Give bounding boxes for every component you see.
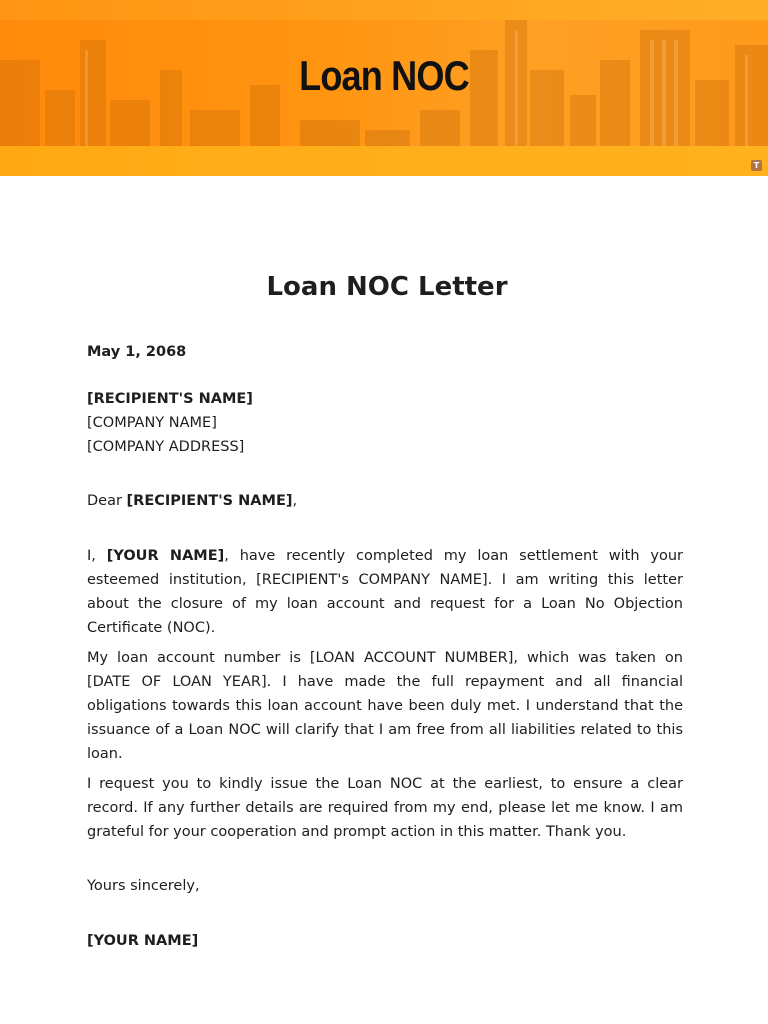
company-name: [COMPANY NAME] [87, 415, 217, 431]
p2-text: My loan account number is [LOAN ACCOUNT NUMBER], which was taken on [DATE OF LOAN YEAR]. I have made the full repayment and all financial obligations towards this loan account have been duly met. I understand that the issuance of a Loan NOC will clarify that I am free from all liabilities related to this loan. [87, 650, 683, 762]
company-address: [COMPANY ADDRESS] [87, 439, 245, 455]
salutation-prefix: Dear [87, 493, 127, 509]
p3-text: I request you to kindly issue the Loan NOC at the earliest, to ensure a clear record. If any further details are required from my end, please let me know. I am grateful for your cooperation and prompt action in this matter. Thank you. [87, 776, 683, 840]
header-banner [0, 0, 768, 176]
signature-block [87, 929, 683, 953]
letter-date: May 1, 2068 [87, 344, 187, 360]
signature-name: [YOUR NAME] [87, 933, 199, 949]
p1-name: [YOUR NAME] [106, 548, 225, 564]
banner-top-strip [0, 0, 768, 20]
closing-text: Yours sincerely, [87, 878, 200, 894]
letter-date-block [87, 340, 683, 364]
paragraph-2 [87, 646, 683, 766]
salutation-suffix: , [292, 493, 298, 509]
recipient-address-block [87, 387, 683, 459]
p1-text: , have recently completed my loan settlement with your esteemed institution, [RECIPIENT's COMPANY NAME]. I am writing this letter about the closure of my loan account and request for a Loan No Objection Certificate (NOC). [87, 548, 683, 636]
banner-title: Loan NOC [299, 52, 469, 99]
salutation-name: [RECIPIENT'S NAME] [126, 493, 293, 509]
closing [87, 874, 683, 898]
paragraph-1 [87, 544, 683, 640]
letter-title: Loan NOC Letter [266, 272, 508, 302]
salutation [87, 489, 683, 513]
paragraph-3 [87, 772, 683, 844]
recipient-name: [RECIPIENT'S NAME] [87, 391, 253, 407]
banner-bottom-strip [0, 146, 768, 176]
p1-prefix: I, [87, 548, 107, 564]
template-logo-icon: T [751, 160, 762, 171]
